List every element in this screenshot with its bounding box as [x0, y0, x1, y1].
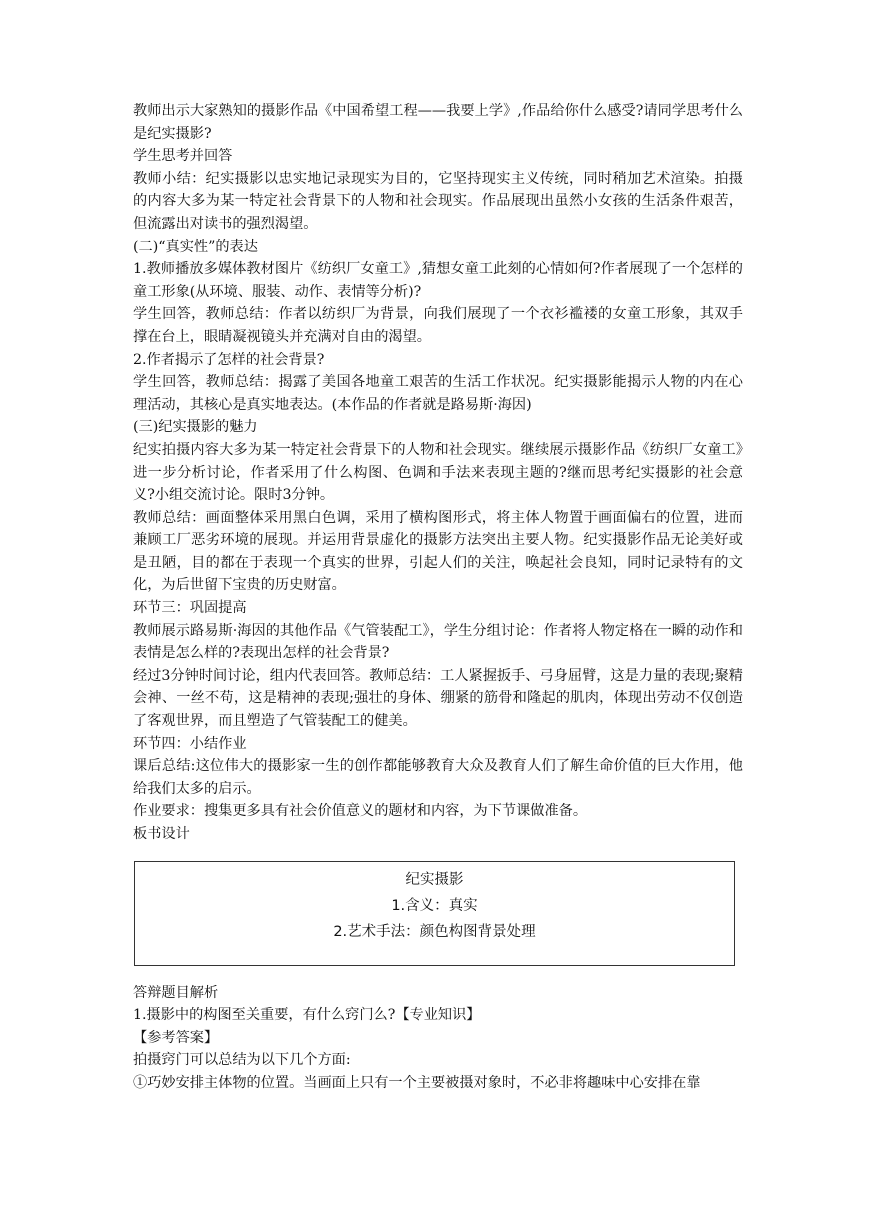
board-item: 2.艺术手法：颜色构图背景处理	[333, 923, 536, 940]
paragraph: 学生回答，教师总结：作者以纺织厂为背景，向我们展现了一个衣衫褴褛的女童工形象，其双手撑在台上，眼睛凝视镜头并充满对自由的渴望。	[133, 306, 743, 345]
paragraph: 1.教师播放多媒体教材图片《纺织厂女童工》,猜想女童工此刻的心情如何?作者展现了一个怎样的童工形象(从环境、服装、动作、表情等分析)?	[133, 261, 743, 300]
paragraph: 教师展示路易斯·海因的其他作品《气管装配工》，学生分组讨论：作者将人物定格在一瞬的动作和表情是怎么样的?表现出怎样的社会背景?	[133, 622, 743, 662]
paragraph: 拍摄窍门可以总结为以下几个方面:	[133, 1052, 351, 1069]
section-heading: 板书设计	[133, 826, 190, 842]
paragraph: 经过3分钟时间讨论，组内代表回答。教师总结：工人紧握扳手、弓身屈臂，这是力量的表现;聚精会神、一丝不苟，这是精神的表现;强壮的身体、绷紧的筋骨和隆起的肌肉，体现出劳动不仅创造了客观世界，而且塑造了气管装配工的健美。	[133, 667, 743, 730]
board-title: 纪实摄影	[405, 871, 464, 888]
document-page	[133, 100, 743, 1095]
paragraph: 教师出示大家熟知的摄影作品《中国希望工程——我要上学》,作品给你什么感受?请同学思考什么是纪实摄影?	[133, 103, 743, 142]
section-heading: (三)纪实摄影的魅力	[133, 419, 258, 436]
paragraph: 教师总结：画面整体采用黑白色调，采用了横构图形式，将主体人物置于画面偏右的位置，进而兼顾工厂恶劣环境的展现。并运用背景虚化的摄影方法突出主要人物。纪实摄影作品无论美好或是丑陋，目的都在于表现一个真实的世界，引起人们的关注，唤起社会良知，同时记录特有的文化，为后世留下宝贵的历史财富。	[133, 509, 743, 594]
paragraph: ①巧妙安排主体物的位置。当画面上只有一个主要被摄对象时，不必非将趣味中心安排在靠	[133, 1074, 701, 1091]
paragraph: 纪实拍摄内容大多为某一特定社会背景下的人物和社会现实。继续展示摄影作品《纺织厂女童工》进一步分析讨论，作者采用了什么构图、色调和手法来表现主题的?继而思考纪实摄影的社会意义?小组交流讨论。限时3分钟。	[133, 441, 743, 504]
board-item: 1.含义：真实	[391, 897, 478, 914]
paragraph: 作业要求：搜集更多具有社会价值意义的题材和内容，为下节课做准备。	[133, 803, 588, 820]
paragraph: 课后总结:这位伟大的摄影家一生的创作都能够教育大众及教育人们了解生命价值的巨大作用，他给我们太多的启示。	[133, 758, 743, 797]
paragraph: 学生思考并回答	[133, 148, 233, 165]
paragraph: 2.作者揭示了怎样的社会背景?	[133, 351, 325, 368]
question: 1.摄影中的构图至关重要，有什么窍门么?【专业知识】	[133, 1007, 481, 1024]
section-heading: (二)“真实性”的表达	[133, 238, 258, 255]
blackboard-design-box	[134, 861, 735, 966]
paragraph: 学生回答，教师总结：揭露了美国各地童工艰苦的生活工作状况。纪实摄影能揭示人物的内在心理活动，其核心是真实地表达。(本作品的作者就是路易斯·海因)	[133, 374, 743, 413]
answer-label: 【参考答案】	[133, 1029, 219, 1046]
section-heading: 环节三：巩固提高	[133, 600, 247, 617]
section-heading: 答辩题目解析	[133, 984, 219, 1001]
section-heading: 环节四：小结作业	[133, 735, 247, 752]
paragraph: 教师小结：纪实摄影以忠实地记录现实为目的，它坚持现实主义传统，同时稍加艺术渲染。拍摄的内容大多为某一特定社会背景下的人物和社会现实。作品展现出虽然小女孩的生活条件艰苦，但流露出对读书的强烈渴望。	[133, 170, 743, 232]
